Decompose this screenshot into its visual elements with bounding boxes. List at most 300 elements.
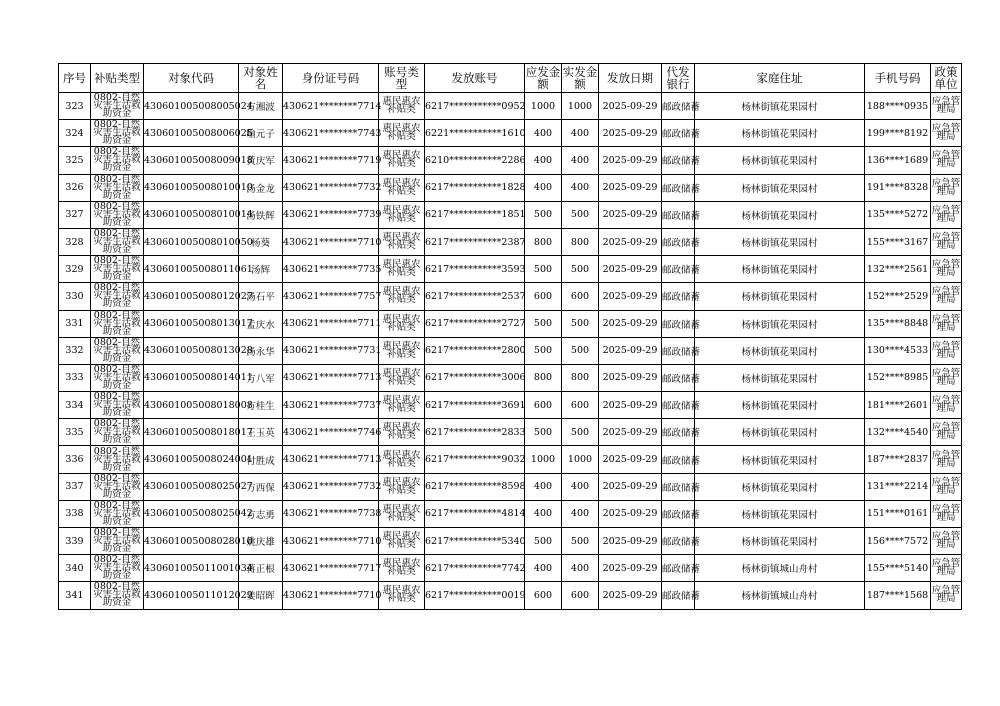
cell-object-code: 430601005008010050: [144, 228, 239, 255]
cell-index: 336: [59, 446, 91, 473]
cell-account-type: 惠民惠农补贴类: [379, 555, 425, 582]
cell-id-number: 430621********7710: [283, 582, 379, 609]
cell-phone: 151****0161: [865, 500, 931, 527]
cell-name: 汤石平: [239, 283, 283, 310]
cell-policy-unit: 应急管理局: [931, 201, 962, 228]
cell-index: 330: [59, 283, 91, 310]
cell-account-type: 惠民惠农补贴类: [379, 120, 425, 147]
cell-policy-unit: 应急管理局: [931, 147, 962, 174]
cell-amount-due: 400: [525, 174, 562, 201]
cell-payment-date: 2025-09-29: [599, 582, 662, 609]
cell-payment-date: 2025-09-29: [599, 283, 662, 310]
cell-subsidy-type: 0802-自然灾害生活救助资金: [91, 582, 144, 609]
cell-address: 杨林街镇城山舟村: [695, 582, 865, 609]
table-row: [59, 582, 962, 609]
cell-object-code: 430601005011012029: [144, 582, 239, 609]
cell-index: 329: [59, 256, 91, 283]
cell-index: 325: [59, 147, 91, 174]
cell-id-number: 430621********7711: [283, 310, 379, 337]
header-bank: 代发银行: [662, 64, 695, 93]
table-row: [59, 337, 962, 364]
cell-policy-unit: 应急管理局: [931, 174, 962, 201]
cell-phone: 191****8328: [865, 174, 931, 201]
cell-amount-due: 500: [525, 310, 562, 337]
table-row: [59, 364, 962, 391]
table-row: [59, 120, 962, 147]
cell-id-number: 430621********7757: [283, 283, 379, 310]
cell-amount-paid: 400: [562, 473, 599, 500]
cell-bank: 邮政储蓄: [662, 283, 695, 310]
cell-address: 杨林街镇花果园村: [695, 419, 865, 446]
cell-phone: 199****8192: [865, 120, 931, 147]
header-name: 对象姓名: [239, 64, 283, 93]
cell-amount-paid: 800: [562, 364, 599, 391]
cell-amount-paid: 600: [562, 283, 599, 310]
cell-name: 黄庆军: [239, 147, 283, 174]
table-row: [59, 419, 962, 446]
table-row: [59, 528, 962, 555]
cell-bank: 邮政储蓄: [662, 555, 695, 582]
cell-account-number: 6217***********2537: [425, 283, 525, 310]
table-row: [59, 310, 962, 337]
cell-policy-unit: 应急管理局: [931, 555, 962, 582]
cell-address: 杨林街镇花果园村: [695, 392, 865, 419]
cell-amount-paid: 500: [562, 419, 599, 446]
cell-id-number: 430621********7719: [283, 147, 379, 174]
cell-bank: 邮政储蓄: [662, 364, 695, 391]
cell-subsidy-type: 0802-自然灾害生活救助资金: [91, 473, 144, 500]
cell-name: 蒋正根: [239, 555, 283, 582]
cell-account-number: 6221***********1610: [425, 120, 525, 147]
cell-policy-unit: 应急管理局: [931, 392, 962, 419]
cell-name: 姜昭晖: [239, 582, 283, 609]
cell-policy-unit: 应急管理局: [931, 283, 962, 310]
cell-subsidy-type: 0802-自然灾害生活救助资金: [91, 93, 144, 120]
cell-policy-unit: 应急管理局: [931, 446, 962, 473]
cell-subsidy-type: 0802-自然灾害生活救助资金: [91, 201, 144, 228]
cell-account-type: 惠民惠农补贴类: [379, 500, 425, 527]
cell-id-number: 430621********7738: [283, 500, 379, 527]
cell-amount-paid: 800: [562, 228, 599, 255]
cell-policy-unit: 应急管理局: [931, 337, 962, 364]
cell-phone: 181****2601: [865, 392, 931, 419]
header-address: 家庭住址: [695, 64, 865, 93]
cell-address: 杨林街镇花果园村: [695, 256, 865, 283]
cell-amount-paid: 400: [562, 120, 599, 147]
table-row: [59, 392, 962, 419]
header-account-type: 账号类型: [379, 64, 425, 93]
cell-address: 杨林街镇花果园村: [695, 283, 865, 310]
cell-index: 326: [59, 174, 91, 201]
header-amount-paid: 实发金额: [562, 65, 598, 91]
cell-index: 335: [59, 419, 91, 446]
cell-amount-due: 500: [525, 256, 562, 283]
cell-index: 327: [59, 201, 91, 228]
cell-name: 汤金龙: [239, 174, 283, 201]
cell-phone: 135****8848: [865, 310, 931, 337]
header-object-code: 对象代码: [144, 64, 239, 93]
cell-index: 332: [59, 337, 91, 364]
cell-account-type: 惠民惠农补贴类: [379, 147, 425, 174]
cell-account-number: 6210***********2286: [425, 147, 525, 174]
cell-id-number: 430621********7713: [283, 446, 379, 473]
cell-subsidy-type: 0802-自然灾害生活救助资金: [91, 528, 144, 555]
header-payment-date: 发放日期: [599, 64, 662, 93]
cell-name: 杨葵: [239, 228, 283, 255]
cell-amount-due: 400: [525, 120, 562, 147]
cell-policy-unit: 应急管理局: [931, 310, 962, 337]
cell-payment-date: 2025-09-29: [599, 555, 662, 582]
cell-subsidy-type: 0802-自然灾害生活救助资金: [91, 337, 144, 364]
cell-bank: 邮政储蓄: [662, 473, 695, 500]
cell-object-code: 430601005008006025: [144, 120, 239, 147]
cell-policy-unit: 应急管理局: [931, 419, 962, 446]
cell-account-type: 惠民惠农补贴类: [379, 93, 425, 120]
cell-name: 方桂生: [239, 392, 283, 419]
cell-payment-date: 2025-09-29: [599, 446, 662, 473]
cell-id-number: 430621********7710: [283, 528, 379, 555]
cell-address: 杨林街镇花果园村: [695, 446, 865, 473]
cell-id-number: 430621********7710: [283, 228, 379, 255]
cell-amount-due: 600: [525, 283, 562, 310]
cell-address: 杨林街镇花果园村: [695, 528, 865, 555]
cell-object-code: 430601005008018008: [144, 392, 239, 419]
cell-object-code: 430601005008012027: [144, 283, 239, 310]
cell-payment-date: 2025-09-29: [599, 310, 662, 337]
cell-amount-due: 400: [525, 473, 562, 500]
cell-amount-paid: 500: [562, 528, 599, 555]
cell-phone: 187****2837: [865, 446, 931, 473]
cell-object-code: 430601005008028010: [144, 528, 239, 555]
cell-payment-date: 2025-09-29: [599, 120, 662, 147]
header-index: 序号: [59, 64, 91, 93]
cell-account-number: 6217***********3593: [425, 256, 525, 283]
cell-object-code: 430601005011001034: [144, 555, 239, 582]
cell-amount-paid: 600: [562, 582, 599, 609]
cell-amount-paid: 1000: [562, 93, 599, 120]
cell-policy-unit: 应急管理局: [931, 120, 962, 147]
cell-policy-unit: 应急管理局: [931, 528, 962, 555]
cell-amount-paid: 400: [562, 500, 599, 527]
cell-payment-date: 2025-09-29: [599, 228, 662, 255]
cell-name: 汤辉: [239, 256, 283, 283]
cell-account-number: 6217***********2800: [425, 337, 525, 364]
cell-phone: 155****5140: [865, 555, 931, 582]
cell-bank: 邮政储蓄: [662, 337, 695, 364]
cell-account-number: 6217***********1851: [425, 201, 525, 228]
cell-amount-due: 1000: [525, 446, 562, 473]
cell-amount-due: 600: [525, 392, 562, 419]
cell-bank: 邮政储蓄: [662, 419, 695, 446]
cell-account-number: 6217***********2833: [425, 419, 525, 446]
cell-bank: 邮政储蓄: [662, 147, 695, 174]
cell-bank: 邮政储蓄: [662, 93, 695, 120]
cell-payment-date: 2025-09-29: [599, 364, 662, 391]
header-row: [59, 64, 962, 93]
cell-account-number: 6217***********3006: [425, 364, 525, 391]
cell-index: 334: [59, 392, 91, 419]
cell-name: 方西保: [239, 473, 283, 500]
cell-address: 杨林街镇花果园村: [695, 93, 865, 120]
cell-account-number: 6217***********0019: [425, 582, 525, 609]
cell-phone: 152****2529: [865, 283, 931, 310]
header-phone: 手机号码: [865, 64, 931, 93]
cell-address: 杨林街镇花果园村: [695, 364, 865, 391]
cell-id-number: 430621********7735: [283, 256, 379, 283]
cell-account-type: 惠民惠农补贴类: [379, 283, 425, 310]
cell-bank: 邮政储蓄: [662, 392, 695, 419]
cell-index: 324: [59, 120, 91, 147]
cell-payment-date: 2025-09-29: [599, 528, 662, 555]
cell-name: 姚庆雄: [239, 528, 283, 555]
subsidy-table: [58, 63, 962, 610]
cell-account-type: 惠民惠农补贴类: [379, 228, 425, 255]
cell-bank: 邮政储蓄: [662, 582, 695, 609]
cell-amount-paid: 400: [562, 147, 599, 174]
table-row: [59, 93, 962, 120]
cell-amount-due: 1000: [525, 93, 562, 120]
cell-id-number: 430621********7714: [283, 93, 379, 120]
cell-account-number: 6217***********0952: [425, 93, 525, 120]
cell-amount-due: 800: [525, 228, 562, 255]
cell-id-number: 430621********7731: [283, 337, 379, 364]
cell-phone: 131****2214: [865, 473, 931, 500]
table-row: [59, 256, 962, 283]
cell-object-code: 430601005008010014: [144, 201, 239, 228]
cell-payment-date: 2025-09-29: [599, 392, 662, 419]
table-row: [59, 446, 962, 473]
table-row: [59, 228, 962, 255]
cell-subsidy-type: 0802-自然灾害生活救助资金: [91, 364, 144, 391]
cell-amount-paid: 400: [562, 555, 599, 582]
cell-bank: 邮政储蓄: [662, 500, 695, 527]
cell-subsidy-type: 0802-自然灾害生活救助资金: [91, 228, 144, 255]
cell-index: 339: [59, 528, 91, 555]
cell-index: 337: [59, 473, 91, 500]
cell-subsidy-type: 0802-自然灾害生活救助资金: [91, 446, 144, 473]
cell-payment-date: 2025-09-29: [599, 256, 662, 283]
cell-address: 杨林街镇花果园村: [695, 473, 865, 500]
cell-address: 杨林街镇城山舟村: [695, 555, 865, 582]
cell-object-code: 430601005008025042: [144, 500, 239, 527]
cell-subsidy-type: 0802-自然灾害生活救助资金: [91, 419, 144, 446]
cell-address: 杨林街镇花果园村: [695, 337, 865, 364]
cell-payment-date: 2025-09-29: [599, 93, 662, 120]
cell-object-code: 430601005008011061: [144, 256, 239, 283]
cell-account-type: 惠民惠农补贴类: [379, 256, 425, 283]
cell-account-type: 惠民惠农补贴类: [379, 419, 425, 446]
cell-bank: 邮政储蓄: [662, 228, 695, 255]
cell-object-code: 430601005008013028: [144, 337, 239, 364]
cell-phone: 188****0935: [865, 93, 931, 120]
cell-account-type: 惠民惠农补贴类: [379, 174, 425, 201]
cell-amount-due: 500: [525, 201, 562, 228]
cell-phone: 152****8985: [865, 364, 931, 391]
cell-index: 341: [59, 582, 91, 609]
cell-id-number: 430621********7713: [283, 364, 379, 391]
cell-subsidy-type: 0802-自然灾害生活救助资金: [91, 500, 144, 527]
cell-name: 王玉英: [239, 419, 283, 446]
table-row: [59, 473, 962, 500]
cell-object-code: 430601005008014011: [144, 364, 239, 391]
cell-account-number: 6217***********2727: [425, 310, 525, 337]
cell-account-number: 6217***********4814: [425, 500, 525, 527]
cell-account-type: 惠民惠农补贴类: [379, 582, 425, 609]
cell-amount-paid: 400: [562, 174, 599, 201]
cell-account-number: 6217***********7742: [425, 555, 525, 582]
cell-id-number: 430621********7717: [283, 555, 379, 582]
cell-index: 333: [59, 364, 91, 391]
cell-payment-date: 2025-09-29: [599, 419, 662, 446]
cell-amount-paid: 600: [562, 392, 599, 419]
cell-amount-due: 600: [525, 582, 562, 609]
cell-phone: 130****4533: [865, 337, 931, 364]
cell-amount-due: 500: [525, 528, 562, 555]
cell-address: 杨林街镇花果园村: [695, 147, 865, 174]
cell-id-number: 430621********7746: [283, 419, 379, 446]
cell-address: 杨林街镇花果园村: [695, 228, 865, 255]
cell-account-number: 6217***********8598: [425, 473, 525, 500]
cell-amount-paid: 500: [562, 337, 599, 364]
cell-subsidy-type: 0802-自然灾害生活救助资金: [91, 147, 144, 174]
cell-index: 338: [59, 500, 91, 527]
cell-bank: 邮政储蓄: [662, 446, 695, 473]
header-account-number: 发放账号: [425, 64, 525, 93]
cell-id-number: 430621********7737: [283, 392, 379, 419]
cell-name: 方八军: [239, 364, 283, 391]
cell-payment-date: 2025-09-29: [599, 473, 662, 500]
cell-index: 323: [59, 93, 91, 120]
cell-phone: 187****1568: [865, 582, 931, 609]
cell-bank: 邮政储蓄: [662, 310, 695, 337]
cell-object-code: 430601005008005024: [144, 93, 239, 120]
cell-amount-due: 400: [525, 555, 562, 582]
cell-policy-unit: 应急管理局: [931, 473, 962, 500]
cell-phone: 156****7572: [865, 528, 931, 555]
cell-subsidy-type: 0802-自然灾害生活救助资金: [91, 120, 144, 147]
cell-object-code: 430601005008013017: [144, 310, 239, 337]
cell-object-code: 430601005008024001: [144, 446, 239, 473]
cell-index: 328: [59, 228, 91, 255]
table-row: [59, 147, 962, 174]
cell-name: 喻元子: [239, 120, 283, 147]
cell-amount-paid: 500: [562, 310, 599, 337]
cell-payment-date: 2025-09-29: [599, 201, 662, 228]
cell-account-number: 6217***********3691: [425, 392, 525, 419]
table-row: [59, 500, 962, 527]
cell-bank: 邮政储蓄: [662, 528, 695, 555]
cell-amount-paid: 1000: [562, 446, 599, 473]
cell-account-number: 6217***********9032: [425, 446, 525, 473]
cell-subsidy-type: 0802-自然灾害生活救助资金: [91, 174, 144, 201]
cell-subsidy-type: 0802-自然灾害生活救助资金: [91, 555, 144, 582]
cell-subsidy-type: 0802-自然灾害生活救助资金: [91, 283, 144, 310]
cell-account-number: 6217***********5340: [425, 528, 525, 555]
cell-phone: 132****2561: [865, 256, 931, 283]
cell-amount-due: 500: [525, 337, 562, 364]
header-id-number: 身份证号码: [283, 64, 379, 93]
table-row: [59, 555, 962, 582]
cell-name: 汤铁辉: [239, 201, 283, 228]
table-row: [59, 174, 962, 201]
cell-amount-due: 400: [525, 147, 562, 174]
cell-id-number: 430621********7732: [283, 174, 379, 201]
cell-id-number: 430621********7732: [283, 473, 379, 500]
table-row: [59, 201, 962, 228]
cell-object-code: 430601005008010010: [144, 174, 239, 201]
cell-name: 方湘波: [239, 93, 283, 120]
cell-subsidy-type: 0802-自然灾害生活救助资金: [91, 310, 144, 337]
cell-amount-due: 400: [525, 500, 562, 527]
cell-bank: 邮政储蓄: [662, 174, 695, 201]
cell-payment-date: 2025-09-29: [599, 147, 662, 174]
table-row: [59, 283, 962, 310]
cell-id-number: 430621********7743: [283, 120, 379, 147]
cell-amount-paid: 500: [562, 201, 599, 228]
cell-bank: 邮政储蓄: [662, 120, 695, 147]
cell-account-type: 惠民惠农补贴类: [379, 201, 425, 228]
cell-phone: 136****1689: [865, 147, 931, 174]
cell-account-type: 惠民惠农补贴类: [379, 528, 425, 555]
cell-amount-due: 800: [525, 364, 562, 391]
cell-name: 付胜成: [239, 446, 283, 473]
cell-name: 方志勇: [239, 500, 283, 527]
cell-address: 杨林街镇花果园村: [695, 310, 865, 337]
cell-amount-due: 500: [525, 419, 562, 446]
cell-policy-unit: 应急管理局: [931, 500, 962, 527]
cell-account-type: 惠民惠农补贴类: [379, 364, 425, 391]
cell-phone: 135****5272: [865, 201, 931, 228]
cell-address: 杨林街镇花果园村: [695, 120, 865, 147]
cell-account-number: 6217***********2387: [425, 228, 525, 255]
cell-account-type: 惠民惠农补贴类: [379, 473, 425, 500]
cell-policy-unit: 应急管理局: [931, 93, 962, 120]
cell-object-code: 430601005008025027: [144, 473, 239, 500]
cell-policy-unit: 应急管理局: [931, 256, 962, 283]
header-policy-unit: 政策单位: [931, 64, 962, 93]
cell-phone: 132****4540: [865, 419, 931, 446]
cell-account-type: 惠民惠农补贴类: [379, 310, 425, 337]
cell-bank: 邮政储蓄: [662, 201, 695, 228]
header-amount-due: 应发金额: [525, 65, 561, 91]
cell-account-type: 惠民惠农补贴类: [379, 446, 425, 473]
cell-index: 331: [59, 310, 91, 337]
cell-phone: 155****3167: [865, 228, 931, 255]
cell-index: 340: [59, 555, 91, 582]
cell-address: 杨林街镇花果园村: [695, 174, 865, 201]
cell-object-code: 430601005008018017: [144, 419, 239, 446]
cell-id-number: 430621********7739: [283, 201, 379, 228]
cell-address: 杨林街镇花果园村: [695, 500, 865, 527]
cell-payment-date: 2025-09-29: [599, 500, 662, 527]
cell-payment-date: 2025-09-29: [599, 174, 662, 201]
cell-address: 杨林街镇花果园村: [695, 201, 865, 228]
cell-name: 孟庆水: [239, 310, 283, 337]
cell-payment-date: 2025-09-29: [599, 337, 662, 364]
cell-name: 汤永华: [239, 337, 283, 364]
cell-subsidy-type: 0802-自然灾害生活救助资金: [91, 392, 144, 419]
cell-object-code: 430601005008009018: [144, 147, 239, 174]
cell-policy-unit: 应急管理局: [931, 364, 962, 391]
cell-policy-unit: 应急管理局: [931, 582, 962, 609]
cell-account-type: 惠民惠农补贴类: [379, 337, 425, 364]
cell-bank: 邮政储蓄: [662, 256, 695, 283]
cell-subsidy-type: 0802-自然灾害生活救助资金: [91, 256, 144, 283]
cell-account-number: 6217***********1828: [425, 174, 525, 201]
header-subsidy-type: 补贴类型: [91, 64, 144, 93]
cell-account-type: 惠民惠农补贴类: [379, 392, 425, 419]
cell-policy-unit: 应急管理局: [931, 228, 962, 255]
